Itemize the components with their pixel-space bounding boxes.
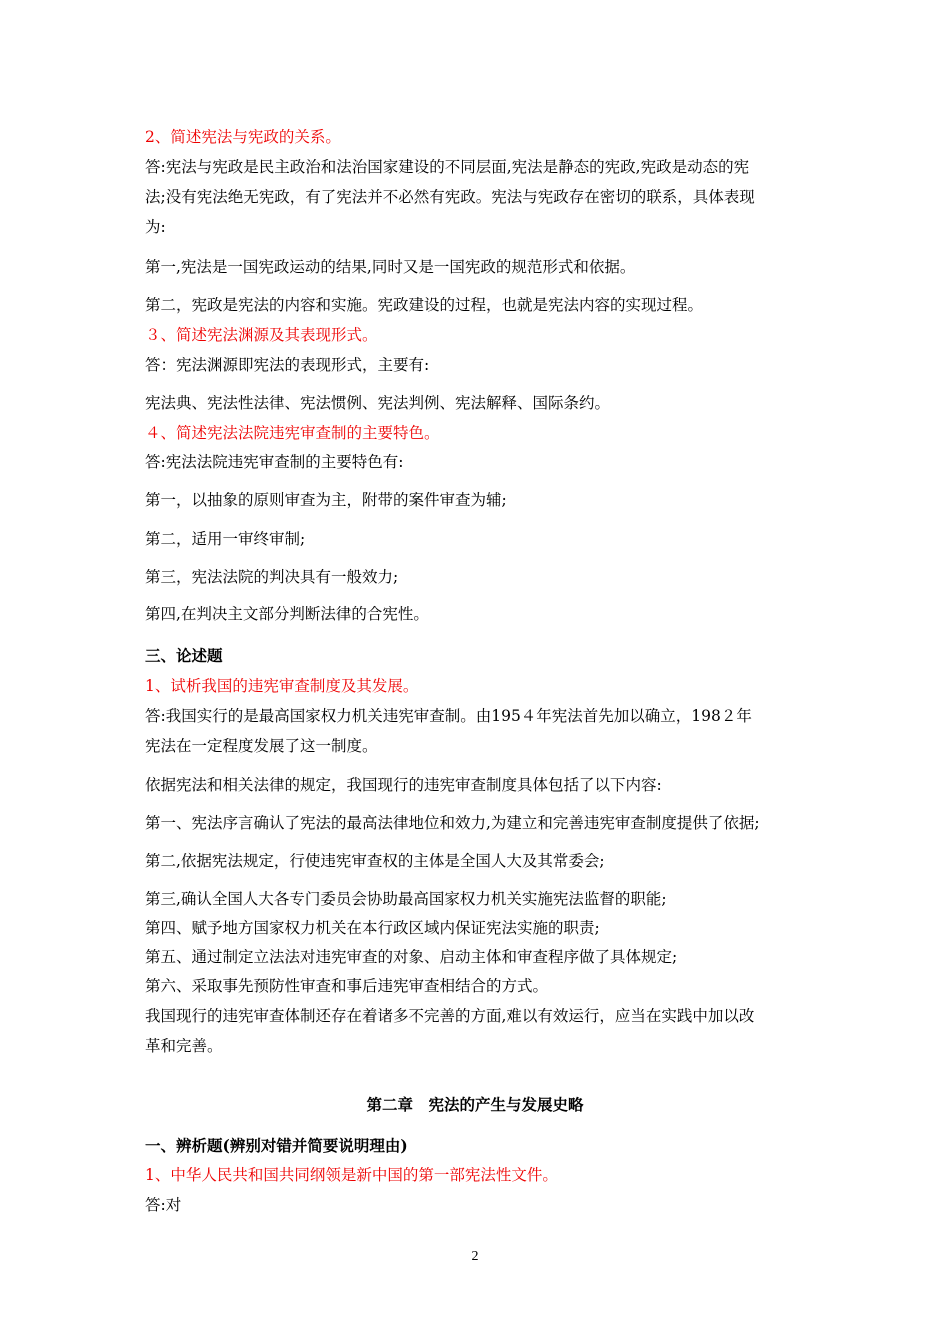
answer-line: 答:对 bbox=[145, 1196, 182, 1214]
answer-line: 我国现行的违宪审查体制还存在着诸多不完善的方面,难以有效运行，应当在实践中加以改 bbox=[145, 1007, 755, 1025]
question-line: 1、试析我国的违宪审查制度及其发展。 bbox=[145, 677, 419, 695]
question-line: 1、中华人民共和国共同纲领是新中国的第一部宪法性文件。 bbox=[145, 1166, 558, 1184]
chapter-title: 第二章 宪法的产生与发展史略 bbox=[366, 1095, 584, 1114]
answer-line: 第一、宪法序言确认了宪法的最高法律地位和效力,为建立和完善违宪审查制度提供了依据; bbox=[145, 814, 760, 832]
section-heading: 一、辨析题(辨别对错并简要说明理由) bbox=[145, 1136, 408, 1155]
answer-line: 第一，以抽象的原则审查为主，附带的案件审查为辅; bbox=[145, 491, 507, 509]
answer-line: 第二，适用一审终审制; bbox=[145, 530, 306, 548]
section-heading: 三、论述题 bbox=[145, 646, 223, 665]
answer-line: 第二,依据宪法规定，行使违宪审查权的主体是全国人大及其常委会; bbox=[145, 852, 605, 870]
answer-line: 依据宪法和相关法律的规定，我国现行的违宪审查制度具体包括了以下内容: bbox=[145, 776, 662, 794]
answer-line: 答:我国实行的是最高国家权力机关违宪审查制。由195４年宪法首先加以确立，198２年 bbox=[145, 707, 752, 725]
answer-line: 革和完善。 bbox=[145, 1037, 223, 1055]
answer-line: 第三，宪法法院的判决具有一般效力; bbox=[145, 568, 399, 586]
answer-line: 第二，宪政是宪法的内容和实施。宪政建设的过程，也就是宪法内容的实现过程。 bbox=[145, 296, 704, 314]
answer-line: 答：宪法渊源即宪法的表现形式，主要有: bbox=[145, 356, 430, 374]
answer-line: 答:宪法与宪政是民主政治和法治国家建设的不同层面,宪法是静态的宪政,宪政是动态的宪 bbox=[145, 158, 750, 176]
question-line: ４、简述宪法法院违宪审查制的主要特色。 bbox=[145, 424, 440, 442]
question-line: 2、简述宪法与宪政的关系。 bbox=[145, 128, 341, 146]
answer-line: 宪法在一定程度发展了这一制度。 bbox=[145, 737, 378, 755]
answer-line: 第四,在判决主文部分判断法律的合宪性。 bbox=[145, 605, 429, 623]
question-line: ３、简述宪法渊源及其表现形式。 bbox=[145, 326, 378, 344]
answer-line: 第三,确认全国人大各专门委员会协助最高国家权力机关实施宪法监督的职能; bbox=[145, 890, 667, 908]
answer-line: 宪法典、宪法性法律、宪法惯例、宪法判例、宪法解释、国际条约。 bbox=[145, 394, 611, 412]
answer-line: 第四、赋予地方国家权力机关在本行政区域内保证宪法实施的职责; bbox=[145, 919, 600, 937]
answer-line: 法;没有宪法绝无宪政，有了宪法并不必然有宪政。宪法与宪政存在密切的联系，具体表现 bbox=[145, 188, 755, 206]
page-number: 2 bbox=[471, 1249, 479, 1264]
answer-line: 为: bbox=[145, 218, 166, 236]
answer-line: 第五、通过制定立法法对违宪审查的对象、启动主体和审查程序做了具体规定; bbox=[145, 948, 678, 966]
answer-line: 答:宪法法院违宪审查制的主要特色有: bbox=[145, 453, 404, 471]
answer-line: 第一,宪法是一国宪政运动的结果,同时又是一国宪政的规范形式和依据。 bbox=[145, 258, 636, 276]
answer-line: 第六、采取事先预防性审查和事后违宪审查相结合的方式。 bbox=[145, 977, 549, 995]
